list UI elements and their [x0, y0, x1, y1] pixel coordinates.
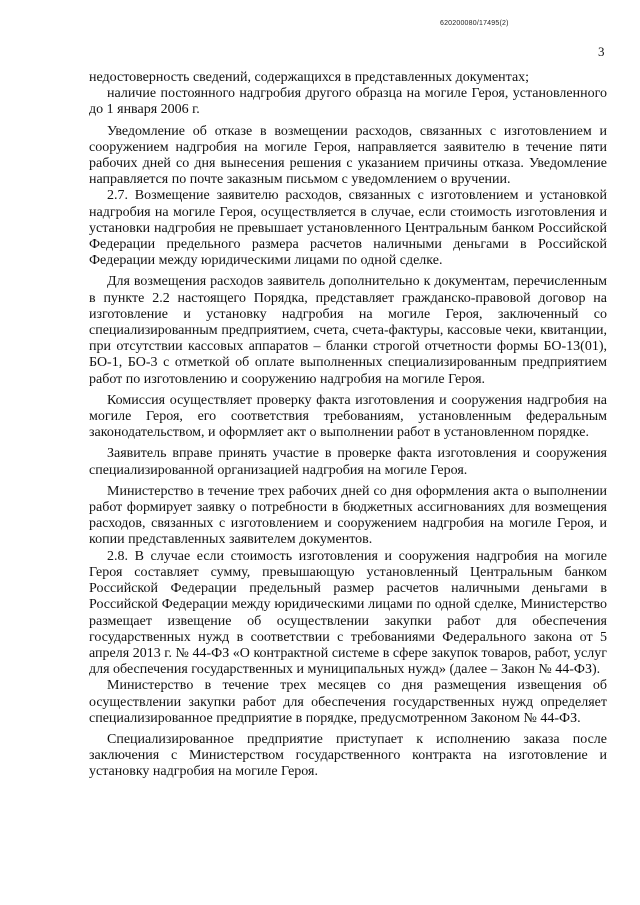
- document-body: [89, 70, 607, 781]
- paragraph: Специализированное предприятие приступает к исполнению заказа после заключения с Министерством государственного контракта на изготовление и установку надгробия на могиле Героя.: [89, 731, 607, 780]
- paragraph: Уведомление об отказе в возмещении расходов, связанных с изготовлением и сооружением надгробия на могиле Героя, направляется заявителю в течение пяти рабочих дней со дня вынесения решения с указанием причины отказа. Уведомление направляется по почте заказным письмом с уведомлением о вручении.: [89, 123, 607, 188]
- paragraph: Министерство в течение трех рабочих дней со дня оформления акта о выполнении работ формирует заявку о потребности в бюджетных ассигнованиях для возмещения расходов, связанных с изготовлением и сооружением надгробия на могиле Героя, и копии представленных заявителем документов.: [89, 483, 607, 548]
- paragraph: Для возмещения расходов заявитель дополнительно к документам, перечисленным в пункте 2.2 настоящего Порядка, представляет гражданско-правовой договор на изготовление и установку надгробия на могиле Героя, заключенный со специализированным предприятием, счета, счета-фактуры, кассовые чеки, квитанции, при отсутствии кассовых аппаратов – бланки строгой отчетности формы БО-13(01), БО-1, БО-3 с отметкой об оплате выполненных специализированным предприятием работ по изготовлению и сооружению надгробия на могиле Героя.: [89, 274, 607, 387]
- paragraph: Заявитель вправе принять участие в проверке факта изготовления и сооружения специализированной организацией надгробия на могиле Героя.: [89, 446, 607, 478]
- document-id: 620200080/17495(2): [440, 20, 509, 27]
- paragraph: 2.8. В случае если стоимость изготовления и сооружения надгробия на могиле Героя составляет сумму, превышающую установленный Центральным банком Российской Федерации предельный размер расчетов наличными деньгами в Российской Федерации между юридическими лицами по одной сделке, Министерство размещает извещение об осуществлении закупки работ для обеспечения государственных нужд в соответствии с требованиями Федерального закона от 5 апреля 2013 г. № 44-ФЗ «О контрактной системе в сфере закупок товаров, работ, услуг для обеспечения государственных и муниципальных нужд» (далее – Закон № 44-ФЗ).: [89, 548, 607, 678]
- paragraph: наличие постоянного надгробия другого образца на могиле Героя, установленного до 1 января 2006 г.: [89, 86, 607, 118]
- paragraph: Министерство в течение трех месяцев со дня размещения извещения об осуществлении закупки работ для обеспечения государственных нужд определяет специализированное предприятие в порядке, предусмотренном Законом № 44-ФЗ.: [89, 678, 607, 726]
- page-number: 3: [598, 44, 605, 59]
- paragraph: Комиссия осуществляет проверку факта изготовления и сооружения надгробия на могиле Героя, его соответствия требованиям, установленным федеральным законодательством, и оформляет акт о выполнении работ в установленном порядке.: [89, 392, 607, 441]
- paragraph: 2.7. Возмещение заявителю расходов, связанных с изготовлением и установкой надгробия на могиле Героя, осуществляется в случае, если стоимость изготовления и установки надгробия не превышает установленного Центральным банком Российской Федерации предельного размера расчетов наличными деньгами в Российской Федерации между юридическими лицами по одной сделке.: [89, 188, 607, 269]
- paragraph: недостоверность сведений, содержащихся в представленных документах;: [89, 70, 530, 85]
